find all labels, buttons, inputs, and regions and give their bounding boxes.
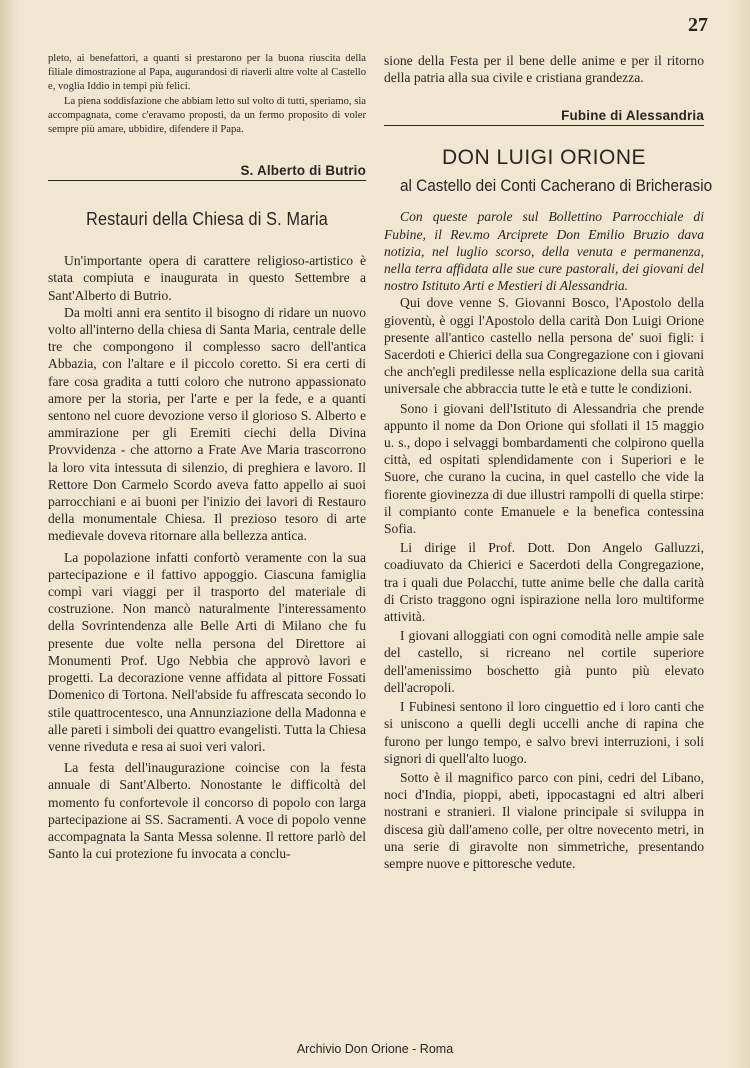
article-paragraph: I giovani alloggiati con ogni comodità nelle ampie sale del castello, si ricreano nel cortile superiore dell'amenissimo boschetto già punto più elevato dell'acropoli. bbox=[384, 628, 704, 695]
article-paragraph: Da molti anni era sentito il bisogno di ridare un nuovo volto all'interno della chiesa di Santa Maria, centrale delle tre che compongono il complesso sacro dell'antica Abbazia, con l'altare e il piccolo coretto. Si era certi di fare cosa gradita a tutti coloro che nutrono appassionato amore per la storia, per l'arte e per la fede, e a quanti sentono nel cuore devozione verso il glorioso S. Alberto e ammirazione per gli Eremiti ciechi della Divina Provvidenza - che attorno a Frate Ave Maria trascorrono la loro vita intessuta di silenzio, di preghiera e lavoro. Il Rettore Don Carmelo Scordo aveva fatto appello ai suoi parrocchiani e ai buoni per l'inizio dei lavori di Restauro della monumentale Chiesa. Il prezioso tesoro di arte medievale doveva ritornare alla bellezza antica. bbox=[48, 304, 366, 544]
section-label-butrio: S. Alberto di Butrio bbox=[48, 163, 366, 181]
article-intro-orione bbox=[384, 208, 704, 294]
article-paragraph: pleto, ai benefattori, a quanti si prestarono per la buona riuscita della filiale dimostrazione al Papa, augurandosi di riaverli altre volte al Castello e, voglia Iddio in tempi più felici. bbox=[48, 53, 366, 93]
article-subtitle-orione: al Castello dei Conti Cacherano di Bricherasio bbox=[400, 176, 713, 196]
section-label-fubine: Fubine di Alessandria bbox=[384, 108, 704, 126]
article-paragraph: Li dirige il Prof. Dott. Don Angelo Galluzzi, coadiuvato da Chierici e Sacerdoti della Congregazione, tra i quali due Polacchi, tutte anime belle che dalla carità di Cristo traggono ogni ispirazione nella loro multiforme attività. bbox=[384, 540, 704, 625]
article-paragraph: La piena soddisfazione che abbiam letto sul volto di tutti, speriamo, sia accompagnata, come c'eravamo proposti, da un fermo proposito di voler sempre più amare, ubbidire, difendere il Papa. bbox=[48, 95, 366, 136]
article-paragraph: sione della Festa per il bene delle anime e per il ritorno della patria alla sua civile e cristiana grandezza. bbox=[384, 53, 704, 86]
archive-footer: Archivio Don Orione - Roma bbox=[296, 1042, 454, 1056]
left-column bbox=[48, 52, 366, 862]
page-number: 27 bbox=[688, 14, 708, 36]
article-paragraph: Un'importante opera di carattere religioso-artistico è stata compiuta e inaugurata in questo Settembre a Sant'Alberto di Butrio. bbox=[48, 253, 366, 303]
article-paragraph: I Fubinesi sentono il loro cinguettio ed i loro canti che si uniscono a quelli degli uccelli anche di rapina che furono per lungo tempo, e salvo brevi interruzioni, i soli signori di quell'alto luogo. bbox=[384, 699, 704, 766]
article-body-orione bbox=[384, 294, 704, 872]
article-title-orione: DON LUIGI ORIONE bbox=[441, 146, 647, 170]
article-paragraph: La festa dell'inaugurazione coincise con la festa annuale di Sant'Alberto. Nonostante le difficoltà del momento fu confortevole il concorso di popolo con larga partecipazione ai SS. Sacramenti. A voce di popolo venne accompagnata la Santa Messa solenne. Il rettore parlò del Santo la cui protezione fu invocata a conclu- bbox=[48, 760, 366, 862]
article-paragraph: Sotto è il magnifico parco con pini, cedri del Libano, noci d'India, pioppi, abeti, ippocastagni ed altri alberi nostrani e stranieri. Il vialone principale si sviluppa in discesa giù dall'ameno colle, per oltre novecento metri, in una serie di giravolte non simmetriche, presentando sempre nuove e pittoresche vedute. bbox=[384, 769, 704, 871]
article-body-restauri bbox=[48, 252, 366, 862]
article-intro-paragraph: Con queste parole sul Bollettino Parrocchiale di Fubine, il Rev.mo Arciprete Don Emilio Bruzio dava notizia, nel luglio scorso, della venuta e permanenza, nella terra affidata alle sue cure pastorali, dei giovani del nostro Istituto Arti e Mestieri di Alessandria. bbox=[384, 209, 704, 294]
article-title-restauri: Restauri della Chiesa di S. Maria bbox=[86, 209, 328, 230]
article-paragraph: La popolazione infatti confortò veramente con la sua partecipazione e il fattivo appoggio. Ciascuna famiglia compì vari viaggi per il trasporto del materiale di costruzione. Non mancò naturalmente l'interessamento della Sovrintendenza alle Belle Arti di Milano che fu presente due volte nella persona del Direttore ai Monumenti Prof. Ugo Nebbia che approvò lavori e progetti. La decorazione venne affidata al pittore Fossati Domenico di Tortona. Nell'abside fu affrescata secondo lo stile quattrocentesco, una Annunziazione della Madonna e alle pareti i simboli dei quattro evangelisti. Tutta la Chiesa venne riveduta e resa ai suoi veri valori. bbox=[48, 549, 366, 754]
right-column bbox=[384, 52, 713, 872]
article-paragraph: Qui dove venne S. Giovanni Bosco, l'Apostolo della gioventù, è oggi l'Apostolo della carità Don Luigi Orione presente all'antico castello nella persona de' suoi figli: i Sacerdoti e Chierici della sua Congregazione con i giovani che anch'egli predilesse nella esplicazione della sua carità universale che abbraccia tutte le età e tutte le condizioni. bbox=[384, 295, 704, 397]
continued-article-right bbox=[384, 52, 704, 86]
article-paragraph: Sono i giovani dell'Istituto di Alessandria che prende appunto il nome da Don Orione qui sfollati il 15 maggio u. s., dopo i selvaggi bombardamenti che colpirono quella città, ed ospitati splendidamente con i Superiori e le Suore, che curano la cucina, in quel castello che vide la fiorente giovinezza di due illustri rampolli di quella stirpe: il compianto conte Emanuele e la benefica contessina Sofia. bbox=[384, 400, 704, 537]
continued-article-left bbox=[48, 52, 366, 137]
